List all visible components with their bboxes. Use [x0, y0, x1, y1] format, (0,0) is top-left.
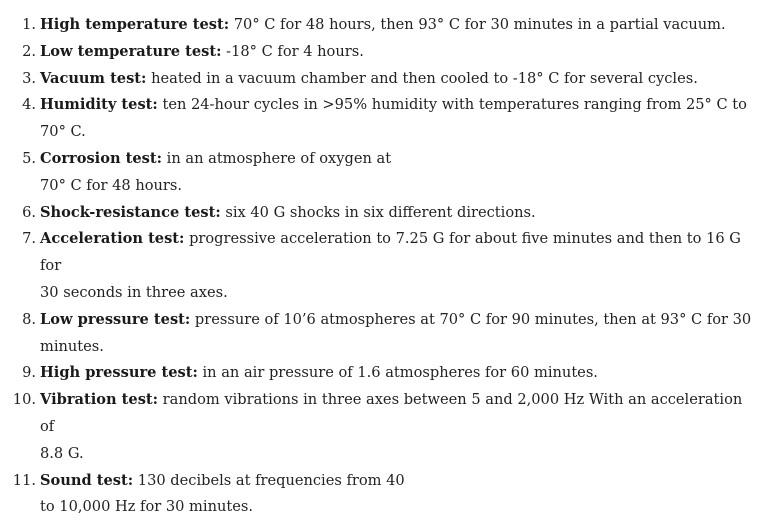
- test-description: in an atmosphere of oxygen at: [162, 149, 392, 167]
- test-description-line: [40, 441, 757, 468]
- test-description: minutes.: [40, 337, 104, 355]
- test-name: High pressure test:: [40, 364, 198, 382]
- test-item: [0, 226, 767, 306]
- test-description: pressure of 10’6 atmospheres at 70° C for 90 minutes, then at 93° C for 30: [190, 310, 752, 328]
- test-description: heated in a vacuum chamber and then cooled to -18° C for several cycles.: [146, 69, 698, 87]
- test-number: 1.: [22, 16, 36, 33]
- test-description: to 10,000 Hz for 30 minutes.: [40, 498, 253, 516]
- test-description: 70° C for 48 hours.: [40, 176, 183, 194]
- test-description-line: [40, 200, 757, 227]
- test-description: 8.8 G.: [40, 444, 84, 462]
- test-number: 10.: [12, 391, 36, 409]
- test-description-line: [40, 66, 757, 93]
- test-description-line: [40, 119, 757, 146]
- test-number: 4.: [22, 96, 36, 114]
- test-number: 3.: [22, 69, 36, 87]
- test-number: 11.: [12, 471, 36, 489]
- test-item: [0, 66, 767, 93]
- test-number: 8.: [22, 310, 36, 328]
- test-description-line: [40, 307, 757, 334]
- test-item: [0, 92, 767, 146]
- test-name: Low pressure test:: [40, 310, 191, 328]
- test-description: 30 seconds in three axes.: [40, 283, 228, 301]
- test-description-line: [40, 226, 757, 280]
- test-description: 70° C for 48 hours, then 93° C for 30 minutes in a partial vacuum.: [229, 16, 726, 33]
- test-name: Low temperature test:: [40, 42, 222, 60]
- test-description: ten 24-hour cycles in >95% humidity with temperatures ranging from 25° C to: [157, 96, 747, 114]
- test-description: of: [40, 417, 55, 435]
- test-name: Humidity test:: [40, 96, 158, 114]
- test-description: 70° C.: [40, 123, 86, 141]
- test-number: 9.: [22, 364, 36, 382]
- test-description-line: [40, 12, 757, 39]
- test-item: [0, 12, 767, 39]
- test-name: Vacuum test:: [40, 69, 147, 87]
- test-item: [0, 307, 767, 361]
- test-item: [0, 146, 767, 200]
- test-name: Corrosion test:: [40, 149, 163, 167]
- test-description-line: [40, 280, 757, 307]
- test-description-line: [40, 92, 757, 119]
- test-description: 130 decibels at frequencies from 40: [133, 471, 405, 489]
- test-description-line: [40, 387, 757, 414]
- test-name: Vibration test:: [40, 391, 159, 409]
- test-description-line: [40, 334, 757, 361]
- test-name: Sound test:: [40, 471, 134, 489]
- test-list: [0, 12, 767, 521]
- test-description: -18° C for 4 hours.: [221, 42, 364, 60]
- test-number: 6.: [22, 203, 36, 221]
- test-description-line: [40, 39, 757, 66]
- test-description: six 40 G shocks in six different directions.: [220, 203, 536, 221]
- test-description-line: [40, 414, 757, 441]
- test-name: High temperature test:: [40, 16, 230, 33]
- test-item: [0, 387, 767, 467]
- test-description: random vibrations in three axes between 5 and 2,000 Hz With an acceleration: [158, 391, 743, 409]
- test-item: [0, 200, 767, 227]
- test-description-line: [40, 146, 757, 173]
- test-item: [0, 468, 767, 521]
- test-description-line: [40, 494, 757, 521]
- test-item: [0, 39, 767, 66]
- test-item: [0, 360, 767, 387]
- test-name: Shock-resistance test:: [40, 203, 221, 221]
- test-number: 2.: [22, 42, 36, 60]
- test-number: 5.: [22, 149, 36, 167]
- test-description: in an air pressure of 1.6 atmospheres for 60 minutes.: [197, 364, 598, 382]
- test-description-line: [40, 360, 757, 387]
- test-number: 7.: [22, 230, 36, 248]
- test-name: Acceleration test:: [40, 230, 185, 248]
- test-description-line: [40, 173, 757, 200]
- test-description-line: [40, 468, 757, 495]
- test-description: progressive acceleration to 7.25 G for about five minutes and then to 16 G for: [40, 230, 741, 275]
